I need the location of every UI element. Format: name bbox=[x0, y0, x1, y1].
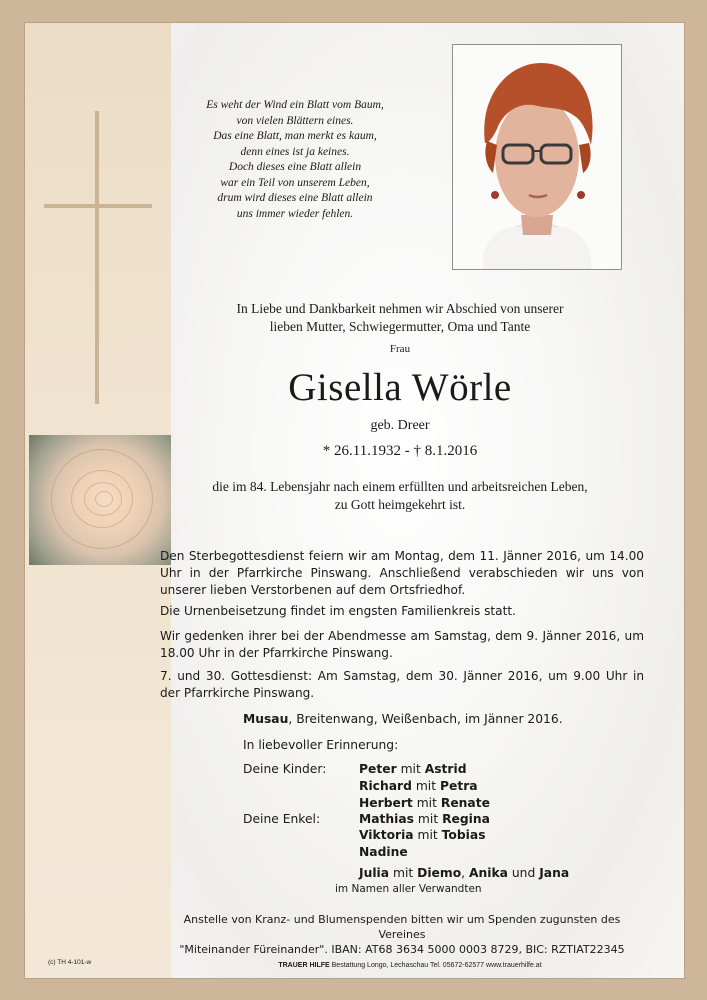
poem-line: drum wird dieses eine Blatt allein bbox=[217, 192, 373, 204]
family-entry: Mathias mit Regina bbox=[359, 812, 490, 826]
poem-line: uns immer wieder fehlen. bbox=[236, 207, 354, 220]
rose-image bbox=[29, 435, 171, 565]
family-entry: Viktoria mit Tobias bbox=[359, 828, 486, 842]
deceased-name: Gisella Wörle bbox=[288, 366, 512, 409]
children-label: Deine Kinder: bbox=[243, 762, 327, 776]
poem bbox=[180, 98, 410, 222]
mass-paragraph: Wir gedenken ihrer bei der Abendmesse am Samstag, dem 9. Jänner 2016, um 18.00 Uhr in der Pfarrkirche Pinswang. bbox=[160, 629, 644, 660]
footer bbox=[190, 962, 630, 969]
poem-line: von vielen Blättern eines. bbox=[236, 114, 354, 127]
footer-text: Bestattung Longo, Lechaschau Tel. 05672-62577 www.trauerhilfe.at bbox=[329, 962, 542, 969]
family-entry: Peter mit Astrid bbox=[359, 762, 467, 776]
intro-line: In Liebe und Dankbarkeit nehmen wir Abschied von unserer bbox=[236, 301, 564, 316]
poem-line: war ein Teil von unserem Leben, bbox=[220, 176, 370, 189]
family-entry: Julia mit Diemo, Anika und Jana bbox=[359, 866, 570, 880]
intro-line: lieben Mutter, Schwiegermutter, Oma und Tante bbox=[269, 319, 531, 334]
cross-icon-bar bbox=[44, 204, 152, 208]
life-line: zu Gott heimgekehrt ist. bbox=[334, 497, 466, 512]
grandchildren-label: Deine Enkel: bbox=[243, 812, 321, 826]
maiden-name: geb. Dreer bbox=[370, 418, 430, 433]
poem-line: Es weht der Wind ein Blatt vom Baum, bbox=[206, 99, 384, 111]
intro-text bbox=[180, 300, 620, 336]
remembrance-label: In liebevoller Erinnerung: bbox=[243, 738, 399, 752]
life-dates: * 26.11.1932 - † 8.1.2016 bbox=[322, 443, 478, 459]
poem-line: Das eine Blatt, man merkt es kaum, bbox=[213, 130, 377, 142]
sidebar-panel bbox=[25, 23, 171, 978]
poem-line: denn eines ist ja keines. bbox=[240, 145, 350, 158]
cross-icon bbox=[95, 111, 99, 404]
place-date bbox=[243, 712, 663, 726]
life-line: die im 84. Lebensjahr nach einem erfüllten und arbeitsreichen Leben, bbox=[212, 479, 588, 494]
relatives-note: im Namen aller Verwandten bbox=[335, 883, 482, 895]
donation-line: Anstelle von Kranz- und Blumenspenden bitten wir um Spenden zugunsten des Vereines bbox=[183, 913, 621, 941]
service-paragraph: 7. und 30. Gottesdienst: Am Samstag, dem 30. Jänner 2016, um 9.00 Uhr in der Pfarrkirche Pinswang. bbox=[160, 669, 644, 700]
place-town: Musau bbox=[243, 712, 289, 726]
donation-note bbox=[160, 912, 644, 957]
donation-line: "Miteinander Füreinander". IBAN: AT68 3634 5000 0003 8729, BIC: RZTIAT22345 bbox=[179, 943, 625, 956]
salutation: Frau bbox=[389, 343, 411, 355]
place-rest: , Breitenwang, Weißenbach, im Jänner 2016. bbox=[288, 712, 563, 726]
family-entry: Richard mit Petra bbox=[359, 779, 478, 793]
footer-brand: TRAUER HILFE bbox=[278, 962, 330, 969]
copyright: (c) TH 4-101-w bbox=[48, 959, 92, 966]
urn-paragraph: Die Urnenbeisetzung findet im engsten Familienkreis statt. bbox=[160, 604, 516, 618]
family-entry: Herbert mit Renate bbox=[359, 796, 490, 810]
funeral-paragraph: Den Sterbegottesdienst feiern wir am Montag, dem 11. Jänner 2016, um 14.00 Uhr in der Pfarrkirche Pinswang. Anschließend verabschieden wir uns von unserer lieben Verstorbenen auf dem Ortsfriedhof. bbox=[160, 549, 644, 597]
portrait-photo bbox=[452, 44, 622, 270]
poem-line: Doch dieses eine Blatt allein bbox=[228, 161, 362, 173]
life-text bbox=[180, 478, 620, 514]
family-entry: Nadine bbox=[359, 845, 408, 859]
